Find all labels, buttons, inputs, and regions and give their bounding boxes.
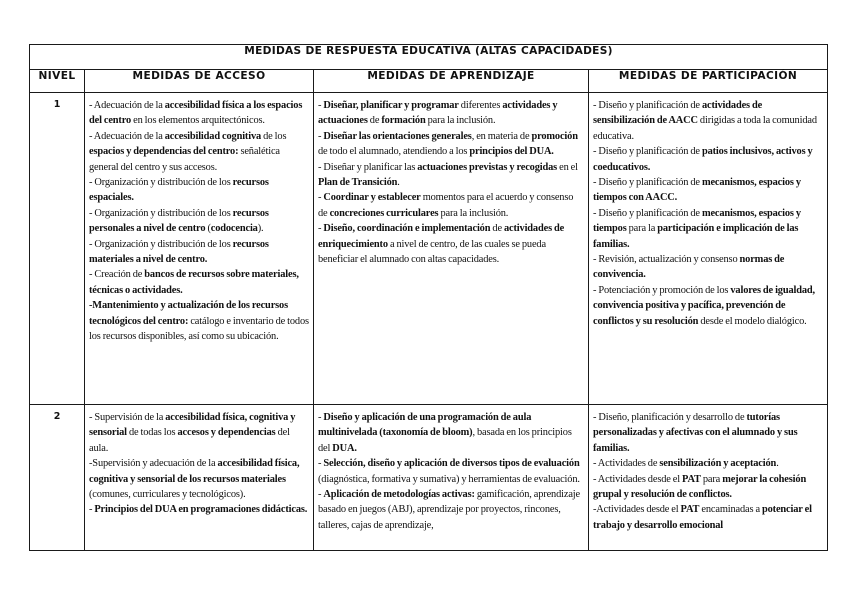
body-text: -Supervisión y adecuación de la	[89, 458, 218, 470]
body-text: catálogo e inventario de todos los recursos disponibles, así como su ubicación.	[89, 315, 309, 343]
body-text: -	[89, 504, 95, 516]
body-text: -	[318, 100, 324, 111]
body-text: en el	[557, 161, 578, 173]
bold-text: Diseño y aplicación de una programación de aula multinivelada (taxonomía de bloom)	[318, 412, 532, 439]
list-item	[89, 298, 309, 344]
body-text: -	[318, 489, 324, 501]
measures-table	[29, 44, 828, 551]
body-text: desde el modelo dialógico.	[698, 315, 807, 327]
list-item	[89, 237, 309, 268]
bold-text: promoción	[531, 130, 578, 142]
header-row	[30, 70, 828, 93]
bold-text: mecanismos, espacios y tiempos	[593, 207, 801, 235]
bold-text: Plan de Transición	[318, 177, 398, 189]
list-item	[593, 410, 823, 456]
body-text: diferentes	[458, 100, 503, 111]
body-text: - Actividades desde el	[593, 473, 683, 485]
acceso-list	[89, 410, 309, 550]
participacion-list	[593, 410, 823, 550]
body-text: - Diseño y planificación de	[593, 146, 702, 158]
list-item	[593, 98, 823, 144]
bold-text: Coordinar y establecer	[323, 192, 421, 204]
body-text: de	[367, 115, 382, 127]
bold-text: Selección, diseño y aplicación de diversos tipos de evaluación	[323, 458, 580, 470]
body-text: - Actividades de	[593, 458, 660, 470]
body-text: para	[700, 473, 723, 485]
bold-text: accesibilidad física, cognitiva y sensorial de los recursos materiales	[89, 458, 300, 485]
bold-text: concreciones curriculares	[329, 207, 439, 219]
body-text: señalética general del centro y sus accesos.	[89, 146, 280, 173]
body-text: de todas los	[126, 427, 178, 439]
list-item	[593, 472, 823, 503]
bold-text: PAT	[682, 473, 701, 485]
bold-text: bancos de recursos sobre materiales, técnicas o actividades.	[89, 269, 299, 296]
bold-text: actividades y actuaciones	[318, 100, 558, 127]
bold-text: DUA.	[332, 442, 357, 454]
header-aprendizaje: MEDIDAS DE APRENDIZAJE	[314, 70, 589, 93]
body-text: -Actividades desde el	[593, 504, 681, 516]
bold-text: Principios del DUA en programaciones didácticas.	[94, 504, 308, 516]
bold-text: sensibilización y aceptación	[659, 458, 777, 470]
body-text: .	[397, 177, 400, 189]
list-item	[593, 144, 823, 175]
bold-text: codocencia	[210, 223, 258, 235]
body-text: encaminadas a	[699, 504, 762, 516]
bold-text: recursos materiales a nivel de centro.	[89, 238, 269, 266]
participacion-cell	[589, 93, 828, 405]
body-text: , basada en los principios del	[318, 427, 572, 454]
body-text: - Revisión, actualización y consenso	[593, 254, 740, 266]
bold-text: patios inclusivos, activos y coeducativos.	[593, 146, 813, 173]
list-item	[89, 129, 309, 175]
body-text: - Diseñar y planificar las	[318, 161, 418, 173]
list-item	[318, 129, 584, 160]
list-item	[318, 487, 584, 533]
acceso-cell	[85, 93, 314, 405]
bold-text: mejorar la cohesión grupal y resolución de conflictos.	[593, 473, 807, 501]
bold-text: accesibilidad física, cognitiva y sensorial	[89, 412, 296, 439]
body-text: - Organización y distribución de los	[89, 207, 233, 219]
list-item	[89, 206, 309, 237]
body-text: para la inclusión.	[425, 115, 496, 127]
body-text: en los elementos arquitectónicos.	[131, 115, 265, 127]
table-row	[30, 405, 828, 551]
bold-text: actividades de sensibilización de AACC	[593, 100, 763, 127]
body-text: - Organización y distribución de los	[89, 177, 233, 189]
bold-text: actuaciones previstas y recogidas	[417, 161, 558, 173]
bold-text: Diseño, coordinación e implementación	[323, 223, 491, 235]
list-item	[89, 267, 309, 298]
bold-text: accesibilidad física a los espacios del centro	[89, 100, 303, 127]
bold-text: potenciar el trabajo y desarrollo emocional	[593, 504, 812, 531]
body-text: , en materia de	[471, 130, 532, 142]
list-item	[318, 410, 584, 456]
body-text: .	[776, 458, 779, 470]
body-text: de todo el alumnado, atendiendo a los	[318, 146, 470, 158]
body-text: - Potenciación y promoción de los	[593, 284, 731, 296]
bold-text: Diseñar las orientaciones generales	[323, 130, 472, 142]
body-text: a nivel de centro, de las cuales se pueda beneficiar el alumnado con altas capacidades.	[318, 238, 546, 266]
body-text: - Organización y distribución de los	[89, 238, 233, 250]
bold-text: accesibilidad cognitiva	[164, 130, 262, 142]
body-text: (diagnóstica, formativa y sumativa) y herramientas de evaluación.	[318, 473, 580, 485]
bold-text: accesos y dependencias	[177, 427, 276, 439]
bold-text: tutorías personalizadas y afectivas con el alumnado y sus familias.	[593, 412, 798, 454]
list-item	[318, 221, 584, 267]
list-item	[89, 175, 309, 206]
acceso-cell	[85, 405, 314, 551]
bold-text: Aplicación de metodologías activas:	[323, 489, 475, 501]
list-item	[593, 252, 823, 283]
body-text: -	[318, 412, 324, 423]
body-text: - Adecuación de la	[89, 130, 165, 142]
list-item	[318, 456, 584, 487]
body-text: - Diseño y planificación de	[593, 100, 702, 111]
body-text: ).	[257, 223, 264, 235]
list-item	[89, 98, 309, 129]
body-text: (comunes, curriculares y tecnológicos).	[89, 489, 246, 501]
bold-text: -Mantenimiento y actualización de los recursos tecnológicos del centro:	[89, 300, 288, 327]
list-item	[593, 175, 823, 206]
list-item	[593, 206, 823, 252]
bold-text: PAT	[680, 504, 700, 516]
list-item	[318, 98, 584, 129]
body-text: dirigidas a toda la comunidad educativa.	[593, 115, 817, 142]
aprendizaje-list	[318, 98, 584, 267]
bold-text: actividades de enriquecimiento	[318, 223, 565, 250]
list-item	[89, 502, 309, 517]
body-text: -	[318, 223, 324, 235]
body-text: - Creación de	[89, 269, 145, 281]
header-nivel: NIVEL	[30, 70, 85, 93]
bold-text: participación e implicación de las familias.	[593, 223, 799, 250]
acceso-list	[89, 98, 309, 345]
list-item	[89, 456, 309, 502]
bold-text: recursos espaciales.	[89, 177, 269, 204]
body-text: -	[318, 192, 324, 204]
aprendizaje-cell	[314, 405, 589, 551]
list-item	[318, 190, 584, 221]
bold-text: formación	[381, 115, 426, 127]
participacion-cell	[589, 405, 828, 551]
body-text: del aula.	[89, 427, 290, 454]
table-row	[30, 93, 828, 405]
body-text: -	[318, 458, 324, 470]
list-item	[593, 456, 823, 471]
level-number: 2	[30, 405, 85, 551]
list-item	[318, 160, 584, 191]
bold-text: espacios y dependencias del centro:	[89, 146, 239, 158]
body-text: - Adecuación de la	[89, 100, 165, 111]
level-number: 1	[30, 93, 85, 405]
bold-text: mecanismos, espacios y tiempos con AACC.	[593, 177, 801, 204]
bold-text: normas de convivencia.	[593, 254, 785, 281]
body-text: - Diseño y planificación de	[593, 207, 702, 219]
bold-text: recursos personales a nivel de centro	[89, 207, 269, 235]
list-item	[593, 283, 823, 329]
participacion-list	[593, 98, 823, 329]
body-text: -	[318, 130, 324, 142]
bold-text: valores de igualdad, convivencia positiva y pacífica, prevención de conflictos y su resolución	[593, 284, 816, 327]
body-text: (	[205, 223, 211, 235]
aprendizaje-list	[318, 410, 584, 550]
body-text: momentos para el acuerdo y consenso de	[318, 192, 574, 219]
body-text: - Diseño y planificación de	[593, 177, 702, 189]
body-text: de	[490, 223, 504, 235]
bold-text: principios del DUA.	[469, 146, 554, 158]
bold-text: Diseñar, planificar y programar	[323, 100, 459, 111]
title-row	[30, 45, 828, 70]
body-text: para la	[626, 223, 658, 235]
body-text: - Supervisión de la	[89, 412, 166, 423]
body-text: para la inclusión.	[438, 207, 509, 219]
header-acceso: MEDIDAS DE ACCESO	[85, 70, 314, 93]
header-participacion: MEDIDAS DE PARTICIPACIÓN	[589, 70, 828, 93]
body-text: gamificación, aprendizaje basado en juegos (ABJ), aprendizaje por proyectos, rincones, talleres, cajas de aprendizaje,	[318, 489, 580, 531]
table-title: MEDIDAS DE RESPUESTA EDUCATIVA (ALTAS CAPACIDADES)	[30, 45, 828, 70]
list-item	[89, 410, 309, 456]
aprendizaje-cell	[314, 93, 589, 405]
body-text: - Diseño, planificación y desarrollo de	[593, 412, 747, 423]
list-item	[593, 502, 823, 533]
body-text: de los	[261, 130, 287, 142]
